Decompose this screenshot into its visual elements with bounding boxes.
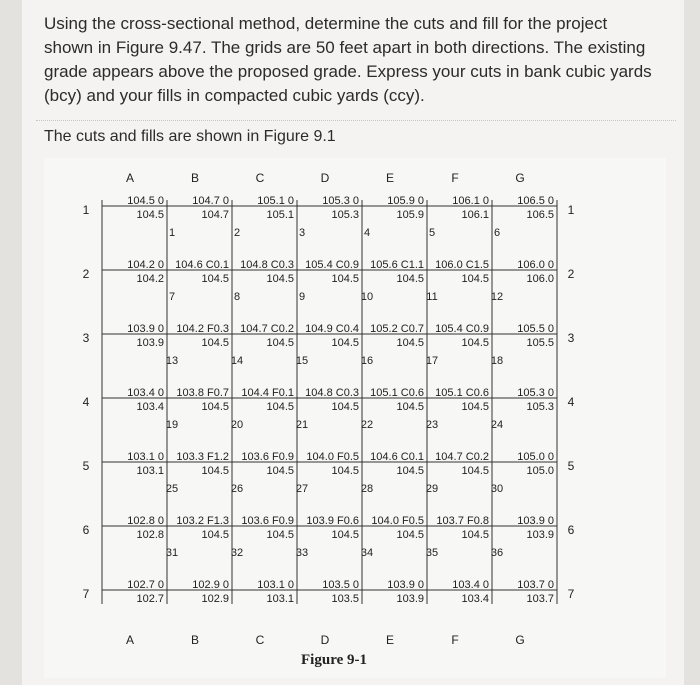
grid-square-number: 31 — [165, 547, 179, 559]
proposed-grade: 104.5 — [266, 273, 294, 285]
proposed-grade: 105.0 — [526, 465, 554, 477]
grid-square-number: 3 — [298, 227, 306, 239]
row-label-right: 1 — [567, 203, 575, 217]
proposed-grade: 104.5 — [266, 401, 294, 413]
existing-grade-cutfill: 106.0 C1.5 — [435, 259, 489, 271]
existing-grade-cutfill: 103.9 0 — [127, 323, 164, 335]
existing-grade-cutfill: 103.1 0 — [127, 451, 164, 463]
existing-grade-cutfill: 104.4 F0.1 — [241, 387, 294, 399]
proposed-grade: 104.7 — [201, 209, 229, 221]
proposed-grade: 104.5 — [331, 465, 359, 477]
existing-grade-cutfill: 104.0 F0.5 — [306, 451, 359, 463]
proposed-grade: 104.5 — [331, 273, 359, 285]
proposed-grade: 102.9 — [201, 593, 229, 605]
existing-grade-cutfill: 103.3 F1.2 — [176, 451, 229, 463]
proposed-grade: 103.4 — [136, 401, 164, 413]
grid-square-number: 24 — [490, 419, 504, 431]
column-label-bottom: D — [320, 633, 330, 647]
existing-grade-cutfill: 104.7 0 — [192, 195, 229, 207]
question-text: Using the cross-sectional method, determine the cuts and fill for the project shown in Figure 9.47. The grids are 50 feet apart in both directions. The existing grade appears above the proposed grade. Express your cuts in bank cubic yards (bcy) and your fills in compacted cubic yards (ccy). — [44, 14, 652, 105]
grid-square-number: 35 — [425, 547, 439, 559]
row-label-left: 1 — [82, 203, 90, 217]
existing-grade-cutfill: 104.5 0 — [127, 195, 164, 207]
column-label-top: B — [190, 171, 200, 185]
existing-grade-cutfill: 105.1 0 — [257, 195, 294, 207]
grid-square-number: 11 — [426, 291, 438, 303]
existing-grade-cutfill: 105.1 C0.6 — [435, 387, 489, 399]
existing-grade-cutfill: 104.9 C0.4 — [305, 323, 359, 335]
grid-square-number: 23 — [425, 419, 439, 431]
proposed-grade: 102.7 — [136, 593, 164, 605]
grid-square-number: 16 — [360, 355, 374, 367]
existing-grade-cutfill: 105.4 C0.9 — [435, 323, 489, 335]
existing-grade-cutfill: 105.6 C1.1 — [370, 259, 424, 271]
row-label-right: 5 — [567, 459, 575, 473]
existing-grade-cutfill: 103.5 0 — [322, 579, 359, 591]
proposed-grade: 103.1 — [266, 593, 294, 605]
proposed-grade: 103.9 — [396, 593, 424, 605]
existing-grade-cutfill: 104.6 C0.1 — [175, 259, 229, 271]
grid-square-number: 21 — [295, 419, 309, 431]
column-label-top: C — [255, 171, 265, 185]
divider — [36, 120, 676, 121]
existing-grade-cutfill: 105.3 0 — [322, 195, 359, 207]
column-label-bottom: A — [125, 633, 135, 647]
existing-grade-cutfill: 106.0 0 — [517, 259, 554, 271]
proposed-grade: 102.8 — [136, 529, 164, 541]
grid-square-number: 32 — [230, 547, 244, 559]
proposed-grade: 105.5 — [526, 337, 554, 349]
grid-square-number: 9 — [298, 291, 306, 303]
proposed-grade: 103.4 — [461, 593, 489, 605]
grid-square-number: 7 — [168, 291, 176, 303]
existing-grade-cutfill: 106.5 0 — [517, 195, 554, 207]
existing-grade-cutfill: 106.1 0 — [452, 195, 489, 207]
proposed-grade: 104.5 — [461, 337, 489, 349]
proposed-grade: 104.5 — [266, 337, 294, 349]
proposed-grade: 104.5 — [266, 465, 294, 477]
proposed-grade: 106.5 — [526, 209, 554, 221]
existing-grade-cutfill: 103.4 0 — [127, 387, 164, 399]
grid-square-number: 29 — [425, 483, 439, 495]
proposed-grade: 104.5 — [331, 529, 359, 541]
proposed-grade: 105.1 — [266, 209, 294, 221]
proposed-grade: 104.5 — [331, 401, 359, 413]
existing-grade-cutfill: 105.3 0 — [517, 387, 554, 399]
row-label-right: 3 — [567, 331, 575, 345]
existing-grade-cutfill: 105.5 0 — [517, 323, 554, 335]
proposed-grade: 105.3 — [331, 209, 359, 221]
proposed-grade: 104.5 — [201, 401, 229, 413]
existing-grade-cutfill: 103.9 0 — [387, 579, 424, 591]
existing-grade-cutfill: 103.8 F0.7 — [176, 387, 229, 399]
existing-grade-cutfill: 103.6 F0.9 — [241, 515, 294, 527]
grid-square-number: 15 — [295, 355, 309, 367]
existing-grade-cutfill: 105.9 0 — [387, 195, 424, 207]
row-label-left: 6 — [82, 523, 90, 537]
grid-square-number: 19 — [165, 419, 179, 431]
proposed-grade: 104.5 — [396, 401, 424, 413]
proposed-grade: 106.1 — [461, 209, 489, 221]
grid-square-number: 10 — [360, 291, 374, 303]
existing-grade-cutfill: 103.1 0 — [257, 579, 294, 591]
grid-square-number: 14 — [230, 355, 244, 367]
grid-square-number: 1 — [168, 227, 176, 239]
grid-square-number: 27 — [295, 483, 309, 495]
proposed-grade: 104.5 — [136, 209, 164, 221]
grid-square-number: 5 — [428, 227, 436, 239]
proposed-grade: 104.5 — [396, 337, 424, 349]
grid-square-number: 26 — [230, 483, 244, 495]
column-label-top: F — [451, 171, 459, 185]
row-label-right: 4 — [567, 395, 575, 409]
existing-grade-cutfill: 102.7 0 — [127, 579, 164, 591]
proposed-grade: 104.2 — [136, 273, 164, 285]
grid-square-number: 25 — [165, 483, 179, 495]
existing-grade-cutfill: 104.2 0 — [127, 259, 164, 271]
proposed-grade: 104.5 — [396, 273, 424, 285]
proposed-grade: 104.5 — [461, 273, 489, 285]
proposed-grade: 103.9 — [136, 337, 164, 349]
figure-title: Figure 9-1 — [301, 652, 367, 668]
existing-grade-cutfill: 102.8 0 — [127, 515, 164, 527]
existing-grade-cutfill: 103.4 0 — [452, 579, 489, 591]
figure-9-1 — [44, 158, 666, 678]
proposed-grade: 104.5 — [331, 337, 359, 349]
column-label-top: D — [320, 171, 330, 185]
column-label-top: G — [515, 171, 525, 185]
existing-grade-cutfill: 105.1 C0.6 — [370, 387, 424, 399]
proposed-grade: 104.5 — [396, 465, 424, 477]
existing-grade-cutfill: 105.2 C0.7 — [370, 323, 424, 335]
grid-square-number: 2 — [233, 227, 241, 239]
proposed-grade: 104.5 — [201, 529, 229, 541]
proposed-grade: 104.5 — [461, 465, 489, 477]
grid-square-number: 20 — [230, 419, 244, 431]
grid-square-number: 22 — [360, 419, 374, 431]
proposed-grade: 103.1 — [136, 465, 164, 477]
answer-intro: The cuts and fills are shown in Figure 9.1 — [44, 128, 336, 145]
existing-grade-cutfill: 104.7 C0.2 — [240, 323, 294, 335]
row-label-right: 6 — [567, 523, 575, 537]
column-label-top: E — [385, 171, 395, 185]
proposed-grade: 104.5 — [201, 337, 229, 349]
existing-grade-cutfill: 104.0 F0.5 — [371, 515, 424, 527]
grid-square-number: 6 — [493, 227, 501, 239]
proposed-grade: 105.3 — [526, 401, 554, 413]
proposed-grade: 103.7 — [526, 593, 554, 605]
proposed-grade: 104.5 — [201, 273, 229, 285]
row-label-left: 5 — [82, 459, 90, 473]
row-label-left: 2 — [82, 267, 90, 281]
grid-square-number: 34 — [360, 547, 374, 559]
column-label-bottom: G — [515, 633, 525, 647]
grid-square-number: 30 — [490, 483, 504, 495]
existing-grade-cutfill: 103.6 F0.9 — [241, 451, 294, 463]
column-label-bottom: F — [451, 633, 459, 647]
proposed-grade: 103.9 — [526, 529, 554, 541]
proposed-grade: 105.9 — [396, 209, 424, 221]
existing-grade-cutfill: 104.7 C0.2 — [435, 451, 489, 463]
proposed-grade: 104.5 — [266, 529, 294, 541]
existing-grade-cutfill: 103.7 0 — [517, 579, 554, 591]
grid-square-number: 13 — [165, 355, 179, 367]
row-label-left: 7 — [82, 587, 90, 601]
existing-grade-cutfill: 103.2 F1.3 — [176, 515, 229, 527]
existing-grade-cutfill: 104.8 C0.3 — [305, 387, 359, 399]
grid-square-number: 28 — [360, 483, 374, 495]
proposed-grade: 103.5 — [331, 593, 359, 605]
existing-grade-cutfill: 105.4 C0.9 — [305, 259, 359, 271]
grid-square-number: 4 — [363, 227, 371, 239]
existing-grade-cutfill: 104.2 F0.3 — [176, 323, 229, 335]
column-label-top: A — [125, 171, 135, 185]
grid-square-number: 18 — [490, 355, 504, 367]
existing-grade-cutfill: 102.9 0 — [192, 579, 229, 591]
grid-square-number: 36 — [490, 547, 504, 559]
proposed-grade: 106.0 — [526, 273, 554, 285]
existing-grade-cutfill: 103.9 F0.6 — [306, 515, 359, 527]
existing-grade-cutfill: 104.8 C0.3 — [240, 259, 294, 271]
existing-grade-cutfill: 103.7 F0.8 — [436, 515, 489, 527]
existing-grade-cutfill: 104.6 C0.1 — [370, 451, 424, 463]
proposed-grade: 104.5 — [201, 465, 229, 477]
row-label-right: 2 — [567, 267, 575, 281]
existing-grade-cutfill: 103.9 0 — [517, 515, 554, 527]
proposed-grade: 104.5 — [461, 529, 489, 541]
grid-square-number: 17 — [425, 355, 439, 367]
row-label-left: 4 — [82, 395, 90, 409]
existing-grade-cutfill: 105.0 0 — [517, 451, 554, 463]
column-label-bottom: C — [255, 633, 265, 647]
grid-square-number: 33 — [295, 547, 309, 559]
proposed-grade: 104.5 — [396, 529, 424, 541]
grid-square-number: 8 — [233, 291, 241, 303]
row-label-left: 3 — [82, 331, 90, 345]
proposed-grade: 104.5 — [461, 401, 489, 413]
grid-square-number: 12 — [490, 291, 504, 303]
column-label-bottom: B — [190, 633, 200, 647]
column-label-bottom: E — [385, 633, 395, 647]
row-label-right: 7 — [567, 587, 575, 601]
